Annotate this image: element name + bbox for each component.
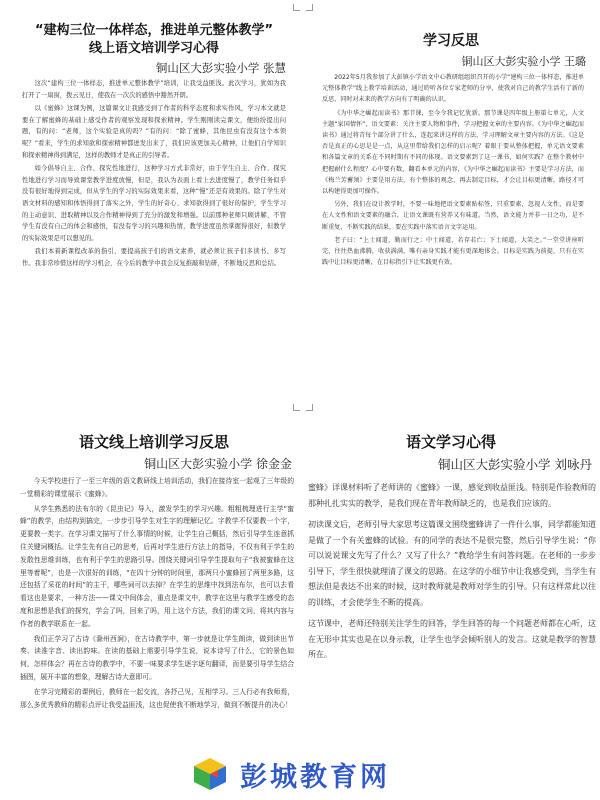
author-school: 铜山区大彭实验小学 王璐 bbox=[461, 55, 586, 68]
paragraph: 这节课中，老师还特别关注学生的回答，学生回答的每一个问题老师都在心听，这在无形中其实也是在以身示教，让学生也学会倾听别人的发言。这就是教学的智慧所在。 bbox=[308, 619, 596, 659]
document-liu-yongdan bbox=[306, 404, 596, 800]
document-title: 学习反思 bbox=[423, 33, 479, 49]
paragraph: 老子曰：“上士闻道，勤而行之；中士闻道，若存若亡；下士闻道，大笑之。”一堂堂讲座听完，往往热血沸腾，收获满满，唯有亲身实践才能有更深地体会。目标是实践为前提，只有在实践中让目标更清晰，在目标指引下让实践更有效。 bbox=[322, 236, 584, 267]
paragraph: 蜜蜂》详课材料听了老师讲的《蜜蜂》一课，感觉到收益匪浅。特别是作验教师的那种扎扎实实的教学，是我们现在青年教师缺乏的，也是我们应该的。 bbox=[308, 483, 596, 508]
paragraph: 今天学校进行了一至三年级的语文教研线上培训活动，我们在接待室一起观了三年级的一堂精彩的课堂展示《蜜蜂》。 bbox=[20, 477, 294, 498]
paragraph: 我们本着新课程改革的指引，要提高孩子们的语文素养，就必须让孩子们多读书、多写作。我非常珍惜这样的学习机会，在今后的教学中我会反复推敲和钻研，不断地反思和总结。 bbox=[22, 248, 286, 267]
page-corner-mark bbox=[293, 404, 300, 411]
paragraph: 《为中华之崛起而读书》那节课，至今令我记忆犹新。那节课是四年级上册第七单元，人文主题“家国情怀”，语文要素：关注主要人物和事件，学习把握文章的主要内容。《为中华之崛起而读书》通过将青每个部分讲了什么，连起来讲这样的方法，学习理解文章主要内容的方法。《这是否是真正的心思是是一点，从这里带给我们怎样的启示呢？着眼于要从整体把握，单元语文要素和各篇文章的关系在不同时期有不同的体现。语文要素到了这一课书，如何实践？在整个教材中把握耐什么程度？心中要有数，翻看本单元的内容，《为中华之崛起而读书》主要是学习方法，而《梅兰芳蓄须》主要是用方法，有个整体的观念，再去制定目标，才会让目标更清晰，路径才可以构建得更加可操作。 bbox=[322, 109, 584, 196]
title-line-2: 线上语文培训学习心得 bbox=[88, 41, 219, 56]
paragraph: 这次“建构三位一体样态，推进单元整体教学”培训，让我受益匪浅。此次学习，犹如为我打开了一扇窗，拨云见日，使我在一次次的感悟中豁然开朗。 bbox=[22, 80, 286, 99]
watermark-text: 彭城教育网 bbox=[240, 761, 390, 793]
paragraph: 以《蜜蜂》这课为例，这篇课文让我感受到了作者的科学态度和求实作风，学习本文就是要在了解蜜蜂的基础上感受作者的观察发现和探索精神。学生刚刚读完课文，便纷纷提出问题，有的问：“老师，这个实验是真的吗？”有的问：“除了蜜蜂，其他昆虫有没有这个本领呢？”看来，学生的求知欲和探索精神都迸发出来了，我们应该更加关心精神，让他们自学知识和探索精神得到满足，这样的教师才是真正的引导者。 bbox=[22, 105, 286, 159]
page-corner-mark bbox=[306, 404, 313, 411]
paragraph: 另外，我们在设计教学时，不要一味地把语文要素贴标签，只重要素，忽视人文性，而是要在人文性和语文要素的融合，让语文课既有营养又有味道。当然，语文能力并非一日之功，是不断重复，不断实践的结果，要在实践中落实语言文字运用。 bbox=[322, 201, 584, 231]
paragraph: 在学习完精彩的课例后，教师在一起交流，各抒己见，互相学习。三人行必有我师焉，那么多优秀教师的精彩点评让我受益匪浅，这也促使我不断地学习，做到不断提升的决心！ bbox=[20, 687, 294, 709]
paragraph: 如今倡导自主、合作、探究性地进行，这种学习方式非常好，由于学生自主、合作、探究性地进行学习而导致课堂教学进度放慢，但是，我认为表面上看上去进度慢了，教学任务似乎没有很好地得到完成，但从学生的学习的实际效果来看，这种“慢”还是有效果的。除了学生对语文材料的感知和体悟得到了落实之外，学生的好奇心、求知欲得到了很好的保护，学生学习的主动意识、进取精神以及合作精神得到了充分的激发和增强。以前那种老师只顾讲解、不管学生有没有自己的体会和感悟，有没有学习的兴趣和热情，教学进度虽然掌握得很好，但教学的实际效果是可以想见的。 bbox=[22, 165, 286, 242]
paragraph: 我们正学习了古诗《滁州西涧》，在古诗教学中，第一步就是让学生朗读，做到读出节奏、读准字音、读出韵味。在读的基础上需要引导学生说，说本诗写了什么，它的景色如何，怎样体会？再在古诗的教学中，不要一味要求学生逐字逐句翻译，而是要引导学生结合插图，展开丰富的想象，理解古诗大意即可。 bbox=[20, 634, 294, 681]
paragraph: 2022年5月我参加了大彭镇小学语文中心教研组组织召开的小学“建构三位一体样态，推进单元整体教学”线上教学培训活动，通过聆听各位专家老师的分享，使我对自己的教学生活有了新的反思，同时对未来的教学方向有了明确的认识。 bbox=[322, 74, 584, 104]
author-school: 铜山区大彭实验小学 刘咏丹 bbox=[438, 457, 592, 472]
title-line-1: “建构三位一体样态，推进单元整体教学” bbox=[34, 23, 274, 38]
author-school: 铜山区大彭实验小学 徐金金 bbox=[144, 457, 292, 471]
book-logo-icon bbox=[190, 754, 230, 794]
document-title bbox=[8, 22, 300, 58]
page-corner-mark bbox=[293, 4, 300, 11]
document-xu-jinjin bbox=[8, 404, 300, 800]
paragraph: 从学生熟悉的法布尔的《昆虫记》导入，激发学生的学习兴趣。粗粗梳理进行主学“蜜蜂”的教学，由结构到搞完，一步步引导学生对生字的理解记忆。字教学不仅要教一个字，更要教一类字。在学习课文描写了什么事情的时候，让学生自己概括，然后引导学生连意抓住关键词概括。让学生先有自己的思考，后再对学生进行方法上的指导，不仅有利于学生的发散性思维训练，也有利于学生的思路引导。围绕关键词引导学生提取句子“我被蜜蜂在这里等着呢”，也是一次很好的训练，“在四十分钟的时间里，那两只小蜜蜂回了两里多路，这还包括了采花的时间”的主干，哪些词可以去掉？在学生的思维中找到法布尔，也可以去看看这也是要求，一种方法——课文中间体会，重点是课文中，教学在这里与教学生感受的态度和思想是我们的探究，学会了吗，回来了吗，用上这个方法，我们的课文问，将其内容与作者的教学联系在一起。 bbox=[20, 504, 294, 628]
document-zhang-hui bbox=[8, 4, 300, 394]
author-school: 铜山区大彭实验小学 张慧 bbox=[155, 61, 286, 75]
site-watermark bbox=[190, 752, 450, 796]
page-corner-mark bbox=[306, 4, 313, 11]
document-title: 语文线上培训学习反思 bbox=[78, 433, 229, 451]
document-title: 语文学习心得 bbox=[405, 433, 496, 451]
paragraph: 初读课文后，老师引导大家思考这篇课文围绕蜜蜂讲了一件什么事，同学都能知道是做了一个有关蜜蜂的试验。有的同学的表达不是很完整，然后引导学生说：“你可以说说课文先写了什么？又写了什么？”教给学生有问答问题。在老师的一步步引导下，学生很快就理清了课文的思路。在这学的小细节中让我感受到，当学生有想法但是表达不出来的时候，这时教师就是教师对学生的引导。只有这样常此以往的训练，才会使学生不断的提高。 bbox=[308, 520, 596, 607]
document-wang-lu bbox=[306, 4, 596, 394]
